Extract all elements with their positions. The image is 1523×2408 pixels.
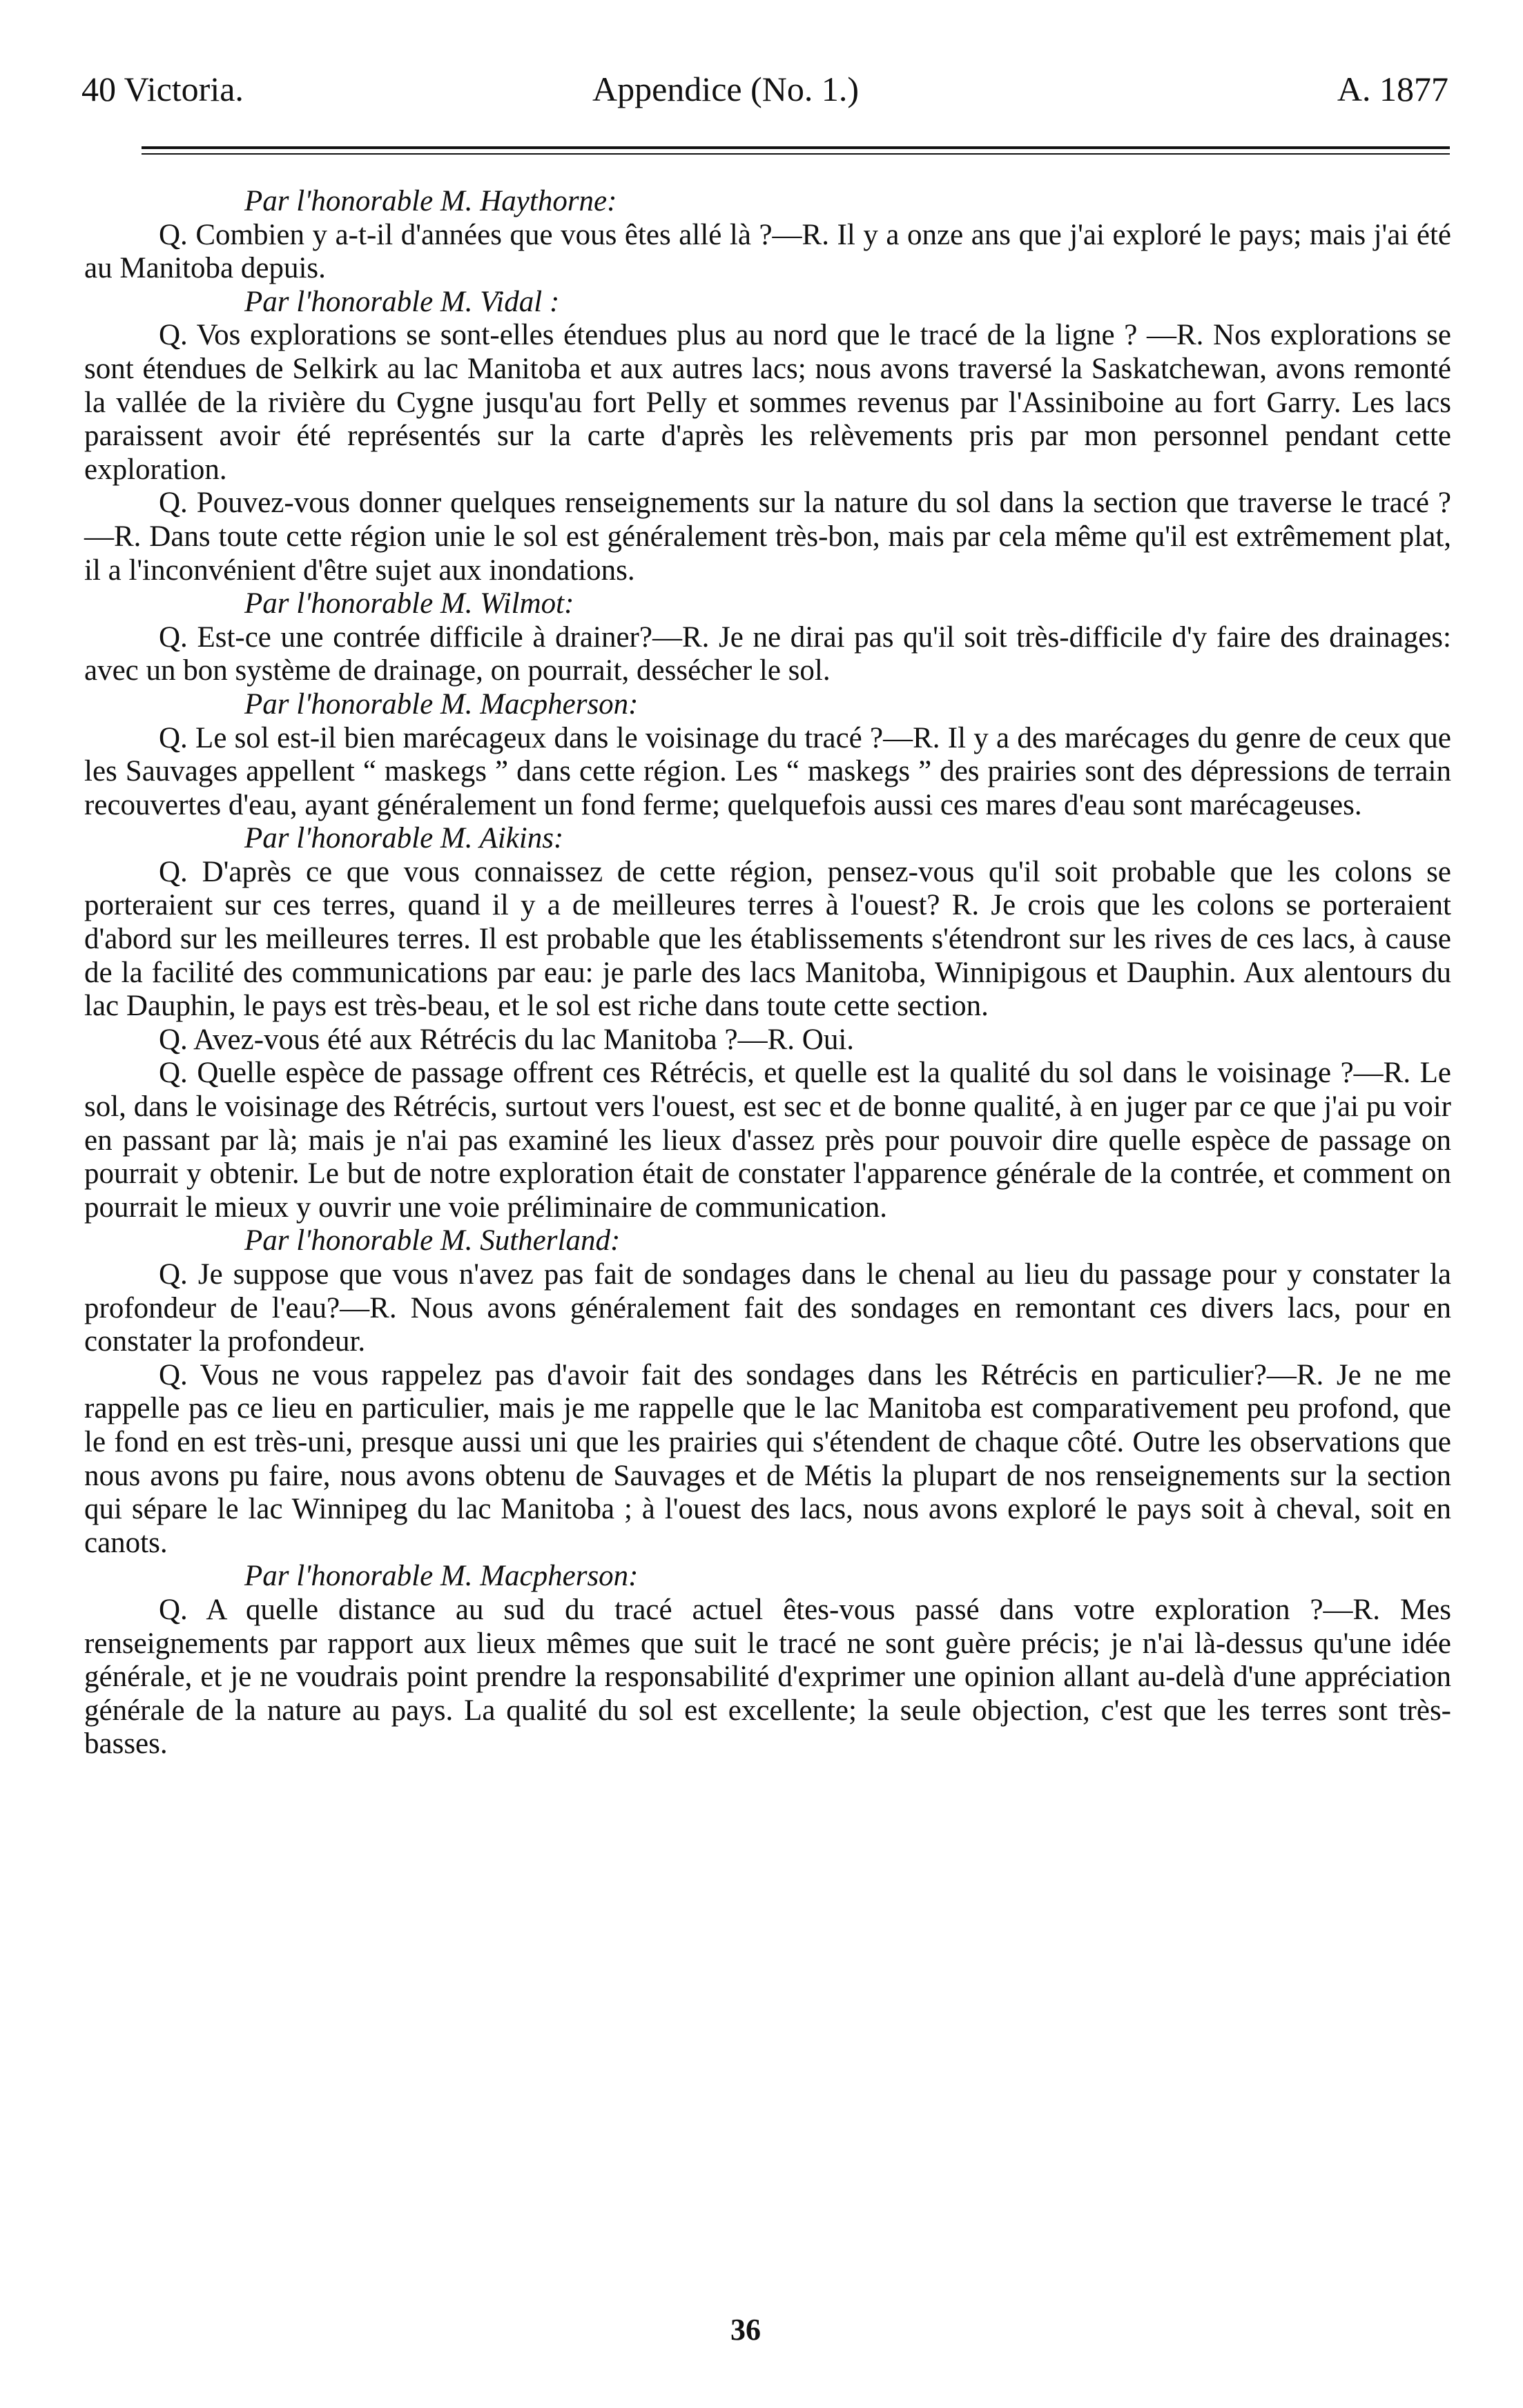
question-answer-paragraph: Q. A quelle distance au sud du tracé actuel êtes-vous passé dans votre exploration ?—R. Mes renseignements par rapport aux lieux mêmes que suit le tracé ne sont guère précis; je n'ai là-dessus qu'une idée générale, et je ne voudrais point prendre la responsabilité d'exprimer une opinion allant au-delà d'une appréciation générale de la nature au pays. La qualité du sol est excellente; la seule objection, c'est que les terres sont très-basses. [84,1593,1451,1761]
page-number: 36 [730,2313,761,2347]
header-session: 40 Victoria. [81,70,244,108]
question-answer-paragraph: Q. Avez-vous été aux Rétrécis du lac Manitoba ?—R. Oui. [159,1023,855,1056]
header-year: A. 1877 [1337,70,1448,108]
question-answer-paragraph: Q. Est-ce une contrée difficile à drainer?—R. Je ne dirai pas qu'il soit très-difficile d'y faire des drainages: avec un bon système de drainage, on pourrait, dessécher le sol. [84,620,1451,687]
speaker-heading: Par l'honorable M. Macpherson: [244,1560,639,1593]
question-answer-paragraph: Q. Quelle espèce de passage offrent ces Rétrécis, et quelle est la qualité du sol dans le voisinage ?—R. Le sol, dans le voisinage des Rétrécis, surtout vers l'ouest, est sec et de bonne qualité, à en juger par ce que j'ai pu voir en passant par là; mais je n'ai pas examiné les lieux d'assez près pour pouvoir dire quelle espèce de passage on pourrait y obtenir. Le but de notre exploration était de constater l'apparence générale de la contrée, et comment on pourrait le mieux y ouvrir une voie préliminaire de communication. [84,1057,1451,1224]
speaker-heading: Par l'honorable M. Aikins: [244,822,564,855]
question-answer-paragraph: Q. Je suppose que vous n'avez pas fait de sondages dans le chenal au lieu du passage pour y constater la profondeur de l'eau?—R. Nous avons généralement fait des sondages en remontant ces divers lacs, pour en constater la profondeur. [84,1258,1451,1358]
question-answer-paragraph: Q. Le sol est-il bien marécageux dans le voisinage du tracé ?—R. Il y a des marécages du genre de ceux que les Sauvages appellent “ maskegs ” dans cette région. Les “ maskegs ” des prairies sont des dépressions de terrain recouvertes d'eau, ayant généralement un fond ferme; quelquefois aussi ces mares d'eau sont marécageuses. [84,721,1451,821]
testimony-body [84,185,1451,1761]
speaker-heading: Par l'honorable M. Sutherland: [244,1224,621,1257]
question-answer-paragraph: Q. Pouvez-vous donner quelques renseignements sur la nature du sol dans la section que traverse le tracé ?—R. Dans toute cette région unie le sol est généralement très-bon, mais par cela même qu'il est extrêmement plat, il a l'inconvénient d'être sujet aux inondations. [84,487,1451,587]
running-header [81,69,1448,117]
question-answer-paragraph: Q. Vous ne vous rappelez pas d'avoir fait des sondages dans les Rétrécis en particulier?—R. Je ne me rappelle pas ce lieu en particulier, mais je me rappelle que le lac Manitoba est comparativement peu profond, que le fond en est très-uni, presque aussi uni que les prairies qui s'étendent de chaque côté. Outre les observations que nous avons pu faire, nous avons obtenu de Sauvages et de Métis la plupart de nos renseignements sur la section qui sépare le lac Winnipeg du lac Manitoba ; à l'ouest des lacs, nous avons exploré le pays soit à cheval, soit en canots. [84,1358,1451,1559]
question-answer-paragraph: Q. Vos explorations se sont-elles étendues plus au nord que le tracé de la ligne ? —R. Nos explorations se sont étendues de Selkirk au lac Manitoba et aux autres lacs; nous avons traversé la Saskatchewan, avons remonté la vallée de la rivière du Cygne jusqu'au fort Pelly et sommes revenus par l'Assiniboine au fort Garry. Les lacs paraissent avoir été représentés sur la carte d'après les relèvements pris par mon personnel pendant cette exploration. [84,319,1451,486]
question-answer-paragraph: Q. D'après ce que vous connaissez de cette région, pensez-vous qu'il soit probable que les colons se porteraient sur ces terres, quand il y a de meilleures terres à l'ouest? R. Je crois que les colons se porteraient d'abord sur les meilleures terres. Il est probable que les établissements s'étendront sur les rives de ces lacs, à cause de la facilité des communications par eau: je parle des lacs Manitoba, Winnipigous et Dauphin. Aux alentours du lac Dauphin, le pays est très-beau, et le sol est riche dans toute cette section. [84,855,1451,1023]
header-appendix: Appendice (No. 1.) [592,70,859,108]
speaker-heading: Par l'honorable M. Haythorne: [244,185,617,217]
speaker-heading: Par l'honorable M. Wilmot: [244,587,574,620]
speaker-heading: Par l'honorable M. Vidal : [244,285,560,318]
speaker-heading: Par l'honorable M. Macpherson: [244,687,639,721]
header-rule-thick [142,146,1450,149]
question-answer-paragraph: Q. Combien y a-t-il d'années que vous êtes allé là ?—R. Il y a onze ans que j'ai exploré le pays; mais j'ai été au Manitoba depuis. [84,218,1451,285]
header-rule-thin [142,153,1450,155]
